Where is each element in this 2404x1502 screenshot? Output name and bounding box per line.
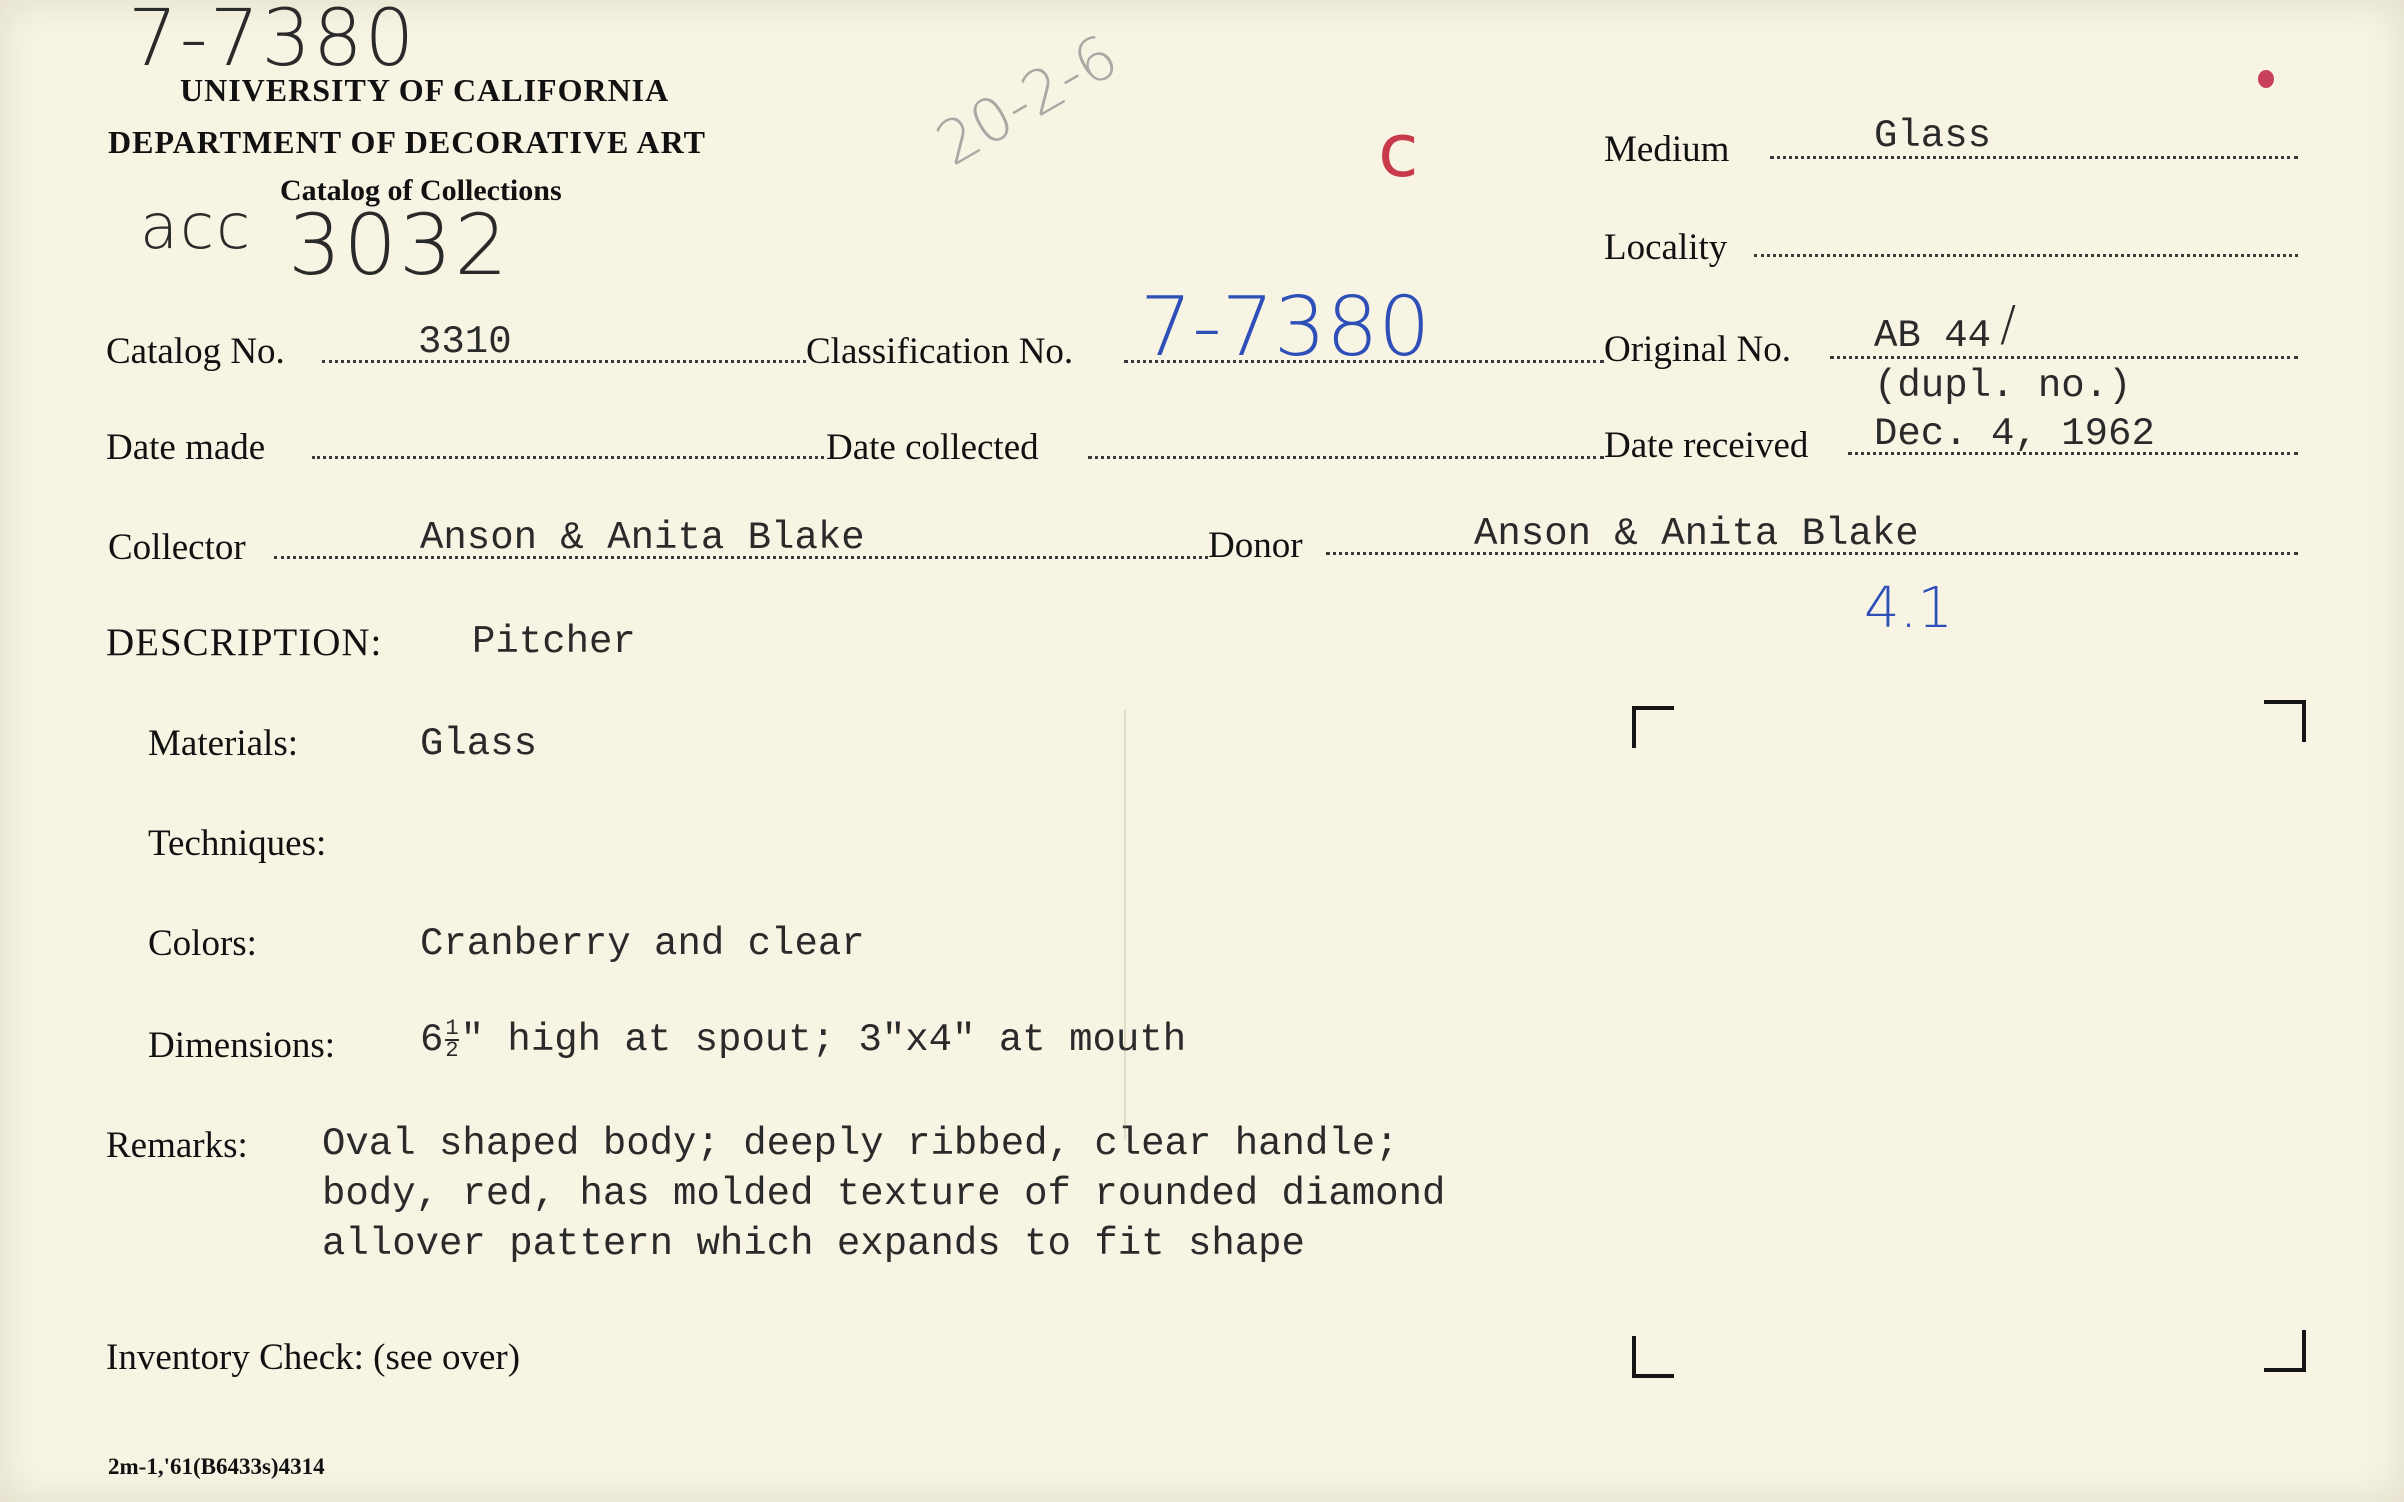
date-received-label: Date received: [1604, 425, 1809, 466]
dimensions-rest: " high at spout; 3"x4" at mouth: [460, 1018, 1187, 1062]
date-collected-line: [1088, 456, 1604, 459]
frame-corner-top-right: [2264, 700, 2306, 742]
inventory-check-label: Inventory Check: (see over): [106, 1337, 521, 1378]
catalog-heading: Catalog of Collections: [280, 174, 562, 207]
remarks-line: Oval shaped body; deeply ribbed, clear handle;: [322, 1122, 1399, 1166]
red-dot: [2258, 70, 2274, 88]
remarks-line: allover pattern which expands to fit shape: [322, 1222, 1305, 1266]
original-no-value: AB 44: [1874, 314, 1992, 358]
frame-corner-top-left: [1632, 706, 1674, 748]
locality-line: [1754, 254, 2298, 257]
paper-crease: [1124, 710, 1126, 1140]
classification-no-label: Classification No.: [806, 331, 1074, 372]
acc-number: 3032: [288, 196, 510, 294]
dimensions-whole: 6: [420, 1018, 444, 1062]
catalog-no-value: 3310: [418, 320, 512, 364]
frame-corner-bottom-right: [2264, 1330, 2306, 1372]
date-received-value: Dec. 4, 1962: [1874, 412, 2155, 456]
university-heading: UNIVERSITY OF CALIFORNIA: [180, 72, 670, 108]
materials-value: Glass: [420, 722, 538, 766]
dimensions-label: Dimensions:: [148, 1025, 336, 1066]
medium-label: Medium: [1604, 129, 1730, 170]
handwritten-top-number: 7-7380: [128, 0, 417, 84]
dimensions-fraction: [445, 1015, 459, 1063]
description-value: Pitcher: [472, 620, 636, 664]
pencil-note: 20-2-6: [925, 21, 1130, 181]
date-made-line: [312, 456, 824, 459]
colors-label: Colors:: [148, 923, 257, 964]
date-made-label: Date made: [106, 427, 266, 468]
date-collected-label: Date collected: [826, 427, 1039, 468]
remarks-label: Remarks:: [106, 1125, 248, 1166]
fraction-numerator: 1: [445, 1015, 459, 1041]
donor-label: Donor: [1208, 525, 1303, 566]
collector-value: Anson & Anita Blake: [420, 516, 865, 560]
remarks-line: body, red, has molded texture of rounded diamond: [322, 1172, 1446, 1216]
red-check-mark: c: [1378, 108, 1419, 194]
dimensions-value: [420, 1015, 1187, 1063]
colors-value: Cranberry and clear: [420, 922, 865, 966]
classification-no-value: 7-7380: [1140, 280, 1431, 375]
frame-corner-bottom-left: [1632, 1336, 1674, 1378]
original-no-mark: /: [2000, 296, 2019, 352]
locality-label: Locality: [1604, 227, 1728, 268]
description-label: DESCRIPTION:: [106, 621, 383, 664]
donor-value: Anson & Anita Blake: [1474, 512, 1919, 556]
original-no-note: (dupl. no.): [1874, 364, 2132, 408]
medium-value: Glass: [1874, 114, 1992, 158]
catalog-no-line: [322, 360, 806, 363]
catalog-no-label: Catalog No.: [106, 331, 285, 372]
collector-label: Collector: [108, 527, 246, 568]
acc-prefix: acc: [140, 190, 253, 263]
fraction-denominator: 2: [445, 1037, 459, 1063]
materials-label: Materials:: [148, 723, 299, 764]
medium-line: [1770, 156, 2298, 159]
original-no-label: Original No.: [1604, 329, 1792, 370]
department-heading: DEPARTMENT OF DECORATIVE ART: [108, 124, 706, 160]
footer-code: 2m-1,'61(B6433s)4314: [108, 1454, 325, 1479]
techniques-label: Techniques:: [148, 823, 327, 864]
blue-handwritten-note: 4.1: [1864, 576, 1954, 641]
